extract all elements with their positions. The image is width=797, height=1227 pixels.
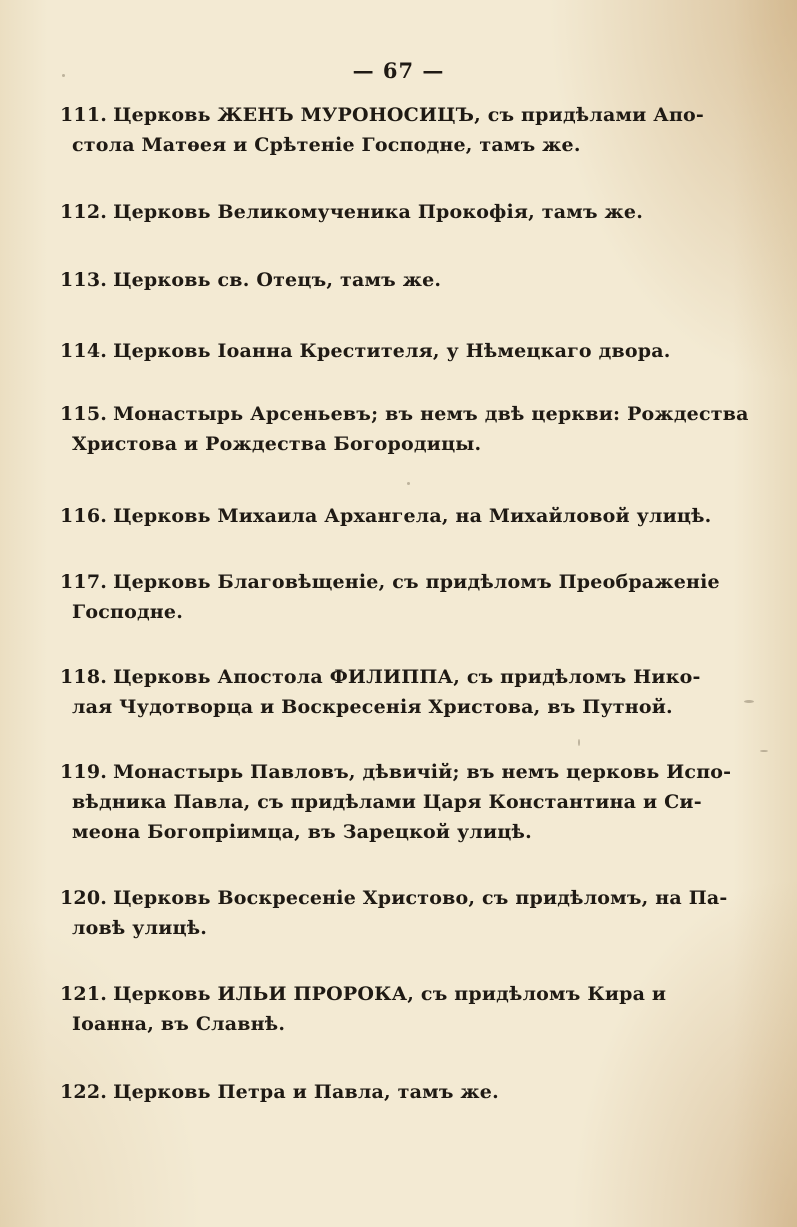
- entry-text: Церковь ИЛЬИ ПРОРОКА, съ придѣломъ Кира и: [113, 983, 667, 1005]
- entry-text: Церковь Воскресеніе Христово, съ придѣломъ, на Па-: [113, 887, 728, 909]
- entry-text: Церковь Великомученика Прокофія, тамъ же.: [113, 201, 644, 223]
- entry-line: [60, 979, 670, 1009]
- entry-number: 112.: [60, 201, 108, 223]
- entry-line: [60, 501, 712, 531]
- entry-number: 120.: [60, 887, 108, 909]
- entry-number: 118.: [60, 666, 108, 688]
- entry-text: Церковь Михаила Архангела, на Михайловой улицѣ.: [113, 505, 712, 527]
- entry-number: 116.: [60, 505, 108, 527]
- entry-text: Церковь Петра и Павла, тамъ же.: [113, 1081, 499, 1103]
- entry-line: [60, 399, 749, 429]
- entry-116: [60, 501, 712, 531]
- entry-111: [60, 100, 705, 160]
- entry-line: [60, 757, 732, 787]
- entry-line: [60, 883, 728, 913]
- entry-122: [60, 1077, 670, 1107]
- entry-number: 119.: [60, 761, 108, 783]
- entry-number: 122.: [60, 1081, 108, 1103]
- paper-speck: [62, 74, 65, 77]
- paper-speck: [578, 739, 580, 746]
- entry-number: 113.: [60, 269, 108, 291]
- entry-line: [60, 197, 670, 227]
- entry-line: [60, 336, 670, 366]
- entry-117: [60, 567, 720, 627]
- paper-speck: [407, 482, 410, 485]
- page-number: — 67 —: [352, 58, 445, 83]
- entry-text: меона Богопріимца, въ Зарецкой улицѣ.: [72, 821, 532, 843]
- entry-number: 114.: [60, 340, 108, 362]
- entry-119: [60, 757, 732, 847]
- entry-text: Церковь Іоанна Крестителя, у Нѣмецкаго двора.: [113, 340, 671, 362]
- entry-text: Церковь Апостола ФИЛИППА, съ придѣломъ Нико-: [113, 666, 701, 688]
- entry-text: Церковь св. Отецъ, тамъ же.: [113, 269, 442, 291]
- entry-120: [60, 883, 728, 943]
- entry-line: [60, 265, 670, 295]
- entry-121: [60, 979, 670, 1039]
- entry-line: [60, 100, 705, 130]
- entry-114: [60, 336, 670, 366]
- paper-speck: [760, 750, 768, 752]
- entry-number: 115.: [60, 403, 108, 425]
- entry-number: 111.: [60, 104, 108, 126]
- entry-113: [60, 265, 670, 295]
- entry-text: Монастырь Павловъ, дѣвичій; въ немъ церковь Испо-: [113, 761, 732, 783]
- entry-text: Господне.: [72, 601, 184, 623]
- entry-118: [60, 662, 701, 722]
- entry-text: Церковь Благовѣщеніе, съ придѣломъ Преображеніе: [113, 571, 720, 593]
- entry-text: вѣдника Павла, съ придѣлами Царя Константина и Си-: [72, 791, 702, 813]
- paper-speck: [744, 700, 754, 703]
- entry-line: [60, 662, 701, 692]
- entry-text: Іоанна, въ Славнѣ.: [72, 1013, 286, 1035]
- entry-line: [60, 567, 720, 597]
- entry-number: 117.: [60, 571, 108, 593]
- entry-text: ловѣ улицѣ.: [72, 917, 208, 939]
- entry-text: лая Чудотворца и Воскресенія Христова, въ Путной.: [72, 696, 673, 718]
- entry-line: [60, 1077, 670, 1107]
- entry-text: стола Матѳея и Срѣтеніе Господне, тамъ же.: [72, 134, 581, 156]
- entry-112: [60, 197, 670, 227]
- entry-text: Церковь ЖЕНЪ МУРОНОСИЦЪ, съ придѣлами Апо-: [113, 104, 705, 126]
- entry-text: Монастырь Арсеньевъ; въ немъ двѣ церкви: Рождества: [113, 403, 749, 425]
- entry-115: [60, 399, 749, 459]
- entry-number: 121.: [60, 983, 108, 1005]
- entry-text: Христова и Рождества Богородицы.: [72, 433, 482, 455]
